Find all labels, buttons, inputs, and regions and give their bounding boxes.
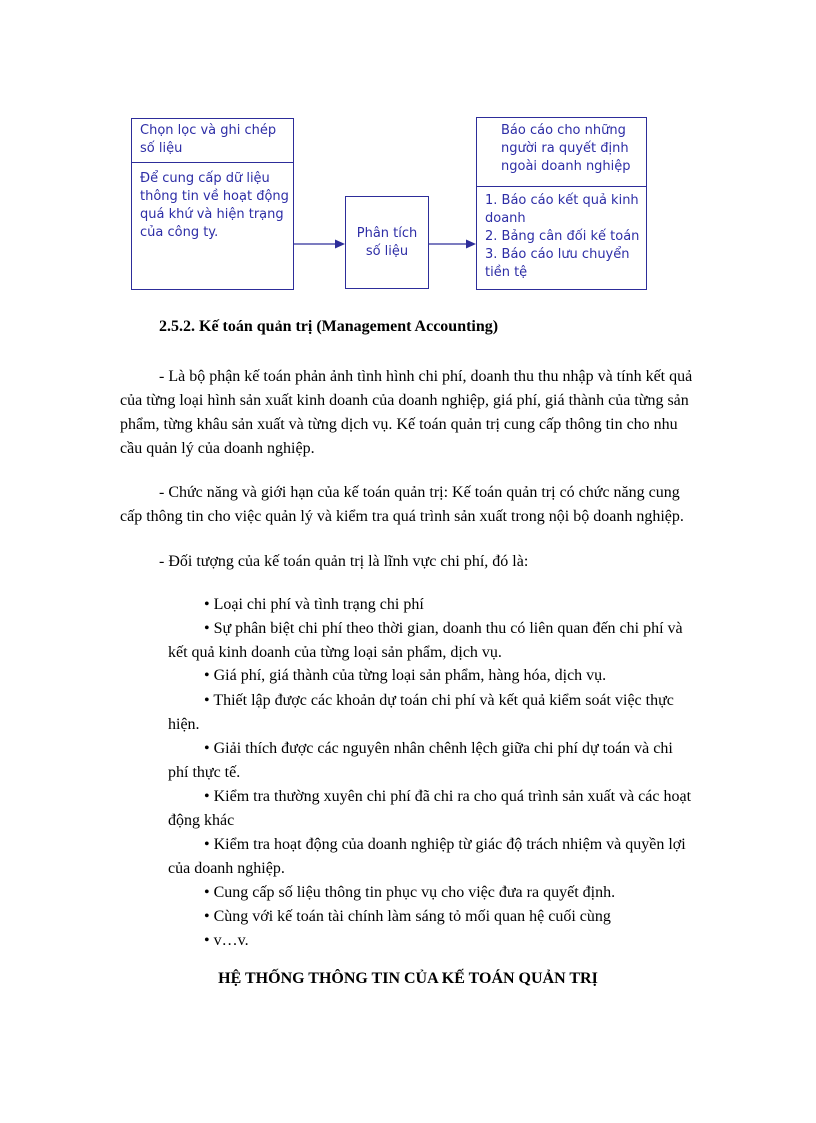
paragraph-function: [120, 481, 697, 529]
text-line: Báo cáo cho những: [501, 123, 626, 138]
list-item: • Loại chi phí và tình trạng chi phí: [204, 596, 424, 613]
list-item: • Cung cấp số liệu thông tin phục vụ cho việc đưa ra quyết định.: [204, 884, 616, 901]
data-collection-description: [132, 163, 293, 249]
list-item-continuation: động khác: [168, 812, 235, 829]
list-item-continuation: hiện.: [168, 716, 200, 733]
text-line: quá khứ và hiện trạng: [140, 207, 284, 222]
diagram-box-data-collection: [131, 118, 294, 290]
paragraph-definition: [120, 365, 697, 461]
text-line: cầu quản lý của doanh nghiệp.: [120, 440, 315, 457]
list-item: • Cùng với kế toán tài chính làm sáng tỏ mối quan hệ cuối cùng: [204, 908, 611, 925]
diagram-box-analysis: [345, 196, 429, 289]
text-line: Phân tích: [356, 225, 418, 241]
text-line: - Là bộ phận kế toán phản ảnh tình hình chi phí, doanh thu thu nhập và tính kết quả: [159, 368, 693, 385]
text-line: Để cung cấp dữ liệu: [140, 171, 270, 186]
text-line: - Chức năng và giới hạn của kế toán quản trị: Kế toán quản trị có chức năng cung: [159, 484, 680, 501]
list-item-continuation: phí thực tế.: [168, 764, 241, 781]
list-item: • Kiểm tra hoạt động của doanh nghiệp từ giác độ trách nhiệm và quyền lợi: [204, 836, 686, 853]
section-heading: 2.5.2. Kế toán quản trị (Management Accounting): [159, 318, 499, 335]
list-item: • v…v.: [204, 932, 249, 949]
text-line: thông tin về hoạt động: [140, 189, 289, 204]
text-line: người ra quyết định: [501, 141, 629, 156]
list-item: • Sự phân biệt chi phí theo thời gian, doanh thu có liên quan đến chi phí và: [204, 620, 683, 637]
paragraph-scope: - Đối tượng của kế toán quản trị là lĩnh vực chi phí, đó là:: [159, 553, 529, 570]
text-line: tiền tệ: [485, 265, 528, 280]
text-line: phẩm, từng khâu sản xuất và từng dịch vụ. Kế toán quản trị cung cấp thông tin cho nhu: [120, 416, 678, 433]
list-item-continuation: kết quả kinh doanh của từng loại sản phẩm, dịch vụ.: [168, 644, 502, 661]
text-line: cấp thông tin cho việc quản lý và kiểm tra quá trình sản xuất trong nội bộ doanh nghiệp.: [120, 508, 684, 525]
text-line: số liệu: [140, 141, 183, 156]
arrow-right-icon: [294, 237, 346, 251]
text-line: ngoài doanh nghiệp: [501, 159, 631, 174]
closing-title: HỆ THỐNG THÔNG TIN CỦA KẾ TOÁN QUẢN TRỊ: [218, 970, 598, 987]
text-line: số liệu: [365, 243, 409, 259]
reports-title: [477, 118, 646, 187]
list-item: • Kiểm tra thường xuyên chi phí đã chi ra cho quá trình sản xuất và các hoạt: [204, 788, 692, 805]
text-line: 2. Bảng cân đối kế toán: [485, 229, 640, 244]
text-line: Chọn lọc và ghi chép: [140, 123, 277, 138]
list-item-continuation: của doanh nghiệp.: [168, 860, 285, 877]
list-item: • Giải thích được các nguyên nhân chênh lệch giữa chi phí dự toán và chi: [204, 740, 673, 757]
diagram-box-reports: [476, 117, 647, 290]
text-line: 1. Báo cáo kết quả kinh: [485, 193, 639, 208]
text-line: của từng loại hình sản xuất kinh doanh của doanh nghiệp, giá phí, giá thành của từng sản: [120, 392, 689, 409]
text-line: 3. Báo cáo lưu chuyển: [485, 247, 630, 262]
list-item: • Thiết lập được các khoản dự toán chi phí và kết quả kiểm soát việc thực: [204, 692, 674, 709]
text-line: doanh: [485, 211, 526, 226]
arrow-right-icon: [429, 237, 477, 251]
reports-list: [477, 187, 646, 282]
data-collection-title: [132, 119, 293, 163]
text-line: của công ty.: [140, 225, 219, 240]
list-item: • Giá phí, giá thành của từng loại sản phẩm, hàng hóa, dịch vụ.: [204, 667, 607, 684]
